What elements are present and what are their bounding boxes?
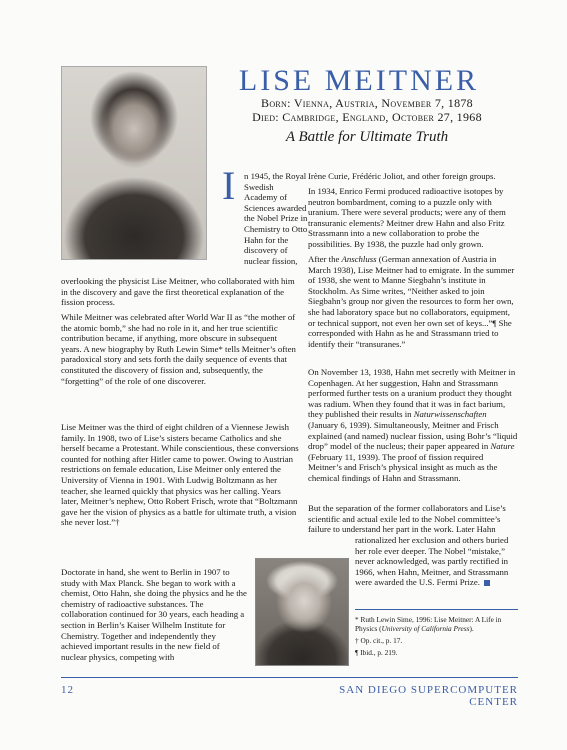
paragraph-separation-wrap (355, 535, 521, 588)
life-dates (218, 96, 516, 124)
text: (German annexation of Austria in March 1938), Lise Meitner had to emigrate. In the summer of 1938, she went to Manne Siegbahn’s institute in Stockholm. As Sime writes, “Neither asked to join Siegbahn’s group nor given the resources to form her own, she had laboratory space but no collaborators, equipment, or technical support, not even her own set of keys...”¶ She corresponded with Hahn as he and Strassmann tried to identify their “transuranes.” (308, 254, 515, 349)
page-title: LISE MEITNER (238, 64, 480, 97)
died-line: Died: Cambridge, England, October 27, 1968 (252, 110, 482, 124)
footnotes (355, 615, 518, 657)
paragraph-copenhagen (308, 367, 518, 484)
paragraph-anschluss (308, 254, 518, 349)
end-mark-square-icon (484, 580, 490, 586)
text: On November 13, 1938, Hahn met secretly with Meitner in Copenhagen. At her suggestion, Hahn and Strassmann performed further tests on a uranium product they thought was radium. When they found that it was in fact barium, they published their results in (308, 367, 516, 420)
paragraph-family: Lise Meitner was the third of eight children of a Viennese Jewish family. In 1908, two of Lise’s sisters became Catholics and she herself became a Protestant. While conscientious, these conversions counted for nothing after Hitler came to power. Owing to Austrian restrictions on female education, Lise Meitner only entered the University of Vienna in 1901. With Ludwig Boltzmann as her teacher, she learned quickly that physics was her calling. Years later, Meitner’s nephew, Otto Robert Frisch, wrote that “Boltzmann gave her the vision of physics as a battle for ultimate truth, a vision she never lost.”† (61, 422, 299, 528)
paragraph-separation: But the separation of the former collaborators and Lise’s scientific and actual exile led to the Nobel committee’s failure to understand her part in the work. Later Hahn (308, 503, 506, 535)
paragraph-berlin: Doctorate in hand, she went to Berlin in 1907 to study with Max Planck. She began to work with a chemist, Otto Hahn, she doing the physics and he the chemistry of radioactive substances. The collaboration continued for 30 years, each heading a section in Berlin’s Kaiser Wilhelm Institute for Chemistry. Together and independently they achieved important results in the new field of nuclear physics, competing with (61, 567, 247, 662)
text: ). (469, 624, 474, 633)
text-italic: Anschluss (341, 254, 377, 264)
footnote-1 (355, 615, 518, 633)
born-line: Born: Vienna, Austria, November 7, 1878 (261, 96, 473, 110)
footer-rule (61, 677, 518, 678)
footnote-3: ¶ Ibid., p. 219. (355, 648, 398, 657)
intro-wrap-text: n 1945, the Royal Swedish Academy of Sciences awarded the Nobel Prize in Chemistry to Otto Hahn for the discovery of nuclear fission, (244, 171, 308, 266)
text-italic: University of California Press (381, 624, 470, 633)
footnote-rule (355, 609, 518, 610)
page-number: 12 (61, 684, 74, 696)
paragraph-fermi: In 1934, Enrico Fermi produced radioactive isotopes by neutron bombardment, coming to a puzzle only with uranium. There were several products; were any of them transuranic elements? Meitner drew Hahn and also Fritz Strassmann into a new collaboration to probe the possibilities. By 1938, the puzzle had only grown. (308, 186, 506, 249)
paragraph-celebrated: While Meitner was celebrated after World War II as “the mother of the atomic bomb,” she had no role in it, and her true scientific contribution became, if anything, more obscure in subsequent years. A new biography by Ruth Lewin Sime* tells Meitner’s often paradoxical story and sets forth the daily sequence of events that constituted the discovery of fission and, subsequently, the “forgetting” of the role of one discoverer. (61, 312, 296, 386)
paragraph-curie: Irène Curie, Frédéric Joliot, and other foreign groups. (308, 171, 496, 181)
journal-name: Nature (490, 441, 515, 452)
article-subtitle: A Battle for Ultimate Truth (285, 129, 449, 145)
journal-name: Naturwissenschaften (413, 409, 487, 420)
portrait-older-meitner (255, 558, 349, 666)
portrait-young-meitner (61, 66, 207, 260)
text: (January 6, 1939). Simultaneously, Meitner and Frisch explained (and named) nuclear fission, using Bohr’s “liquid drop” model of the nucleus; their paper appeared in (308, 419, 518, 452)
text: (February 11, 1939). The proof of fission required Meitner’s and Frisch’s physical insight as much as the chemical findings of Hahn and Strassmann. (308, 451, 498, 483)
footer-organization: SAN DIEGO SUPERCOMPUTER CENTER (339, 684, 518, 708)
footnote-2: † Op. cit., p. 17. (355, 636, 403, 645)
intro-paragraph-rest: overlooking the physicist Lise Meitner, who collaborated with him in the discovery and gave the first theoretical explanation of the fission process. (61, 276, 295, 308)
text: rationalized her exclusion and others buried her role ever deeper. The Nobel “mistake,” never acknowledged, was partly rectified in 1966, when Hahn, Meitner, and Strassmann were awarded the U.S. Fermi Prize. (355, 535, 509, 588)
text: * Ruth Lewin Sime, 1996: Lise Meitner: A Life in Physics ( (355, 615, 502, 633)
drop-cap: I (222, 163, 236, 208)
text: After the (308, 254, 342, 264)
